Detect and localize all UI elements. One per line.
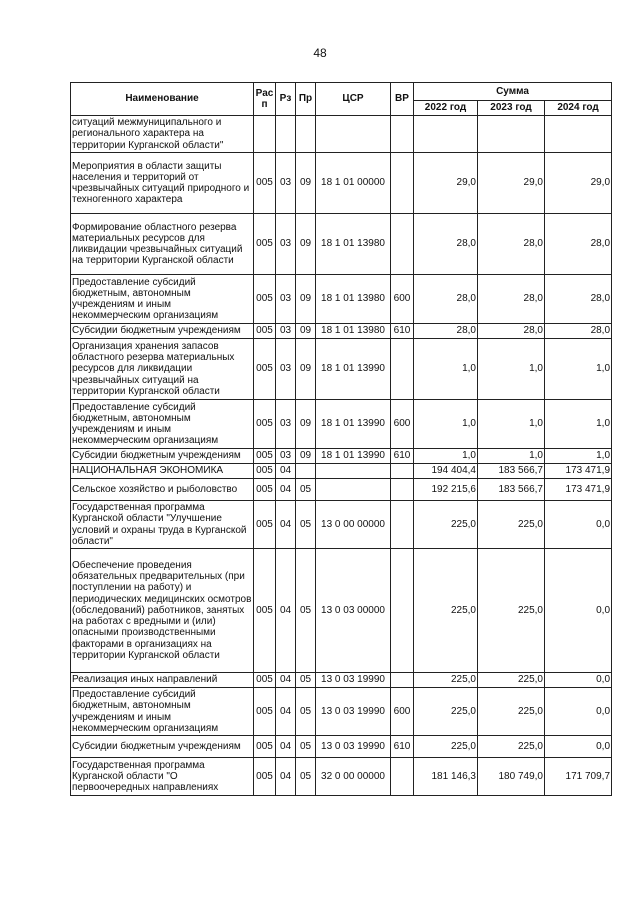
row-sum-2023: 183 566,7	[478, 464, 545, 479]
row-rasp: 005	[254, 153, 276, 214]
row-sum-2022: 1,0	[414, 400, 478, 449]
row-sum-2024: 29,0	[545, 153, 612, 214]
row-pr: 05	[296, 688, 316, 736]
row-csr: 18 1 01 13980	[316, 275, 391, 324]
row-vr	[391, 116, 414, 153]
row-sum-2022: 181 146,3	[414, 758, 478, 796]
row-rasp: 005	[254, 464, 276, 479]
row-sum-2023: 28,0	[478, 324, 545, 339]
row-name: Организация хранения запасов областного резерва материальных ресурсов для ликвидации чрезвычайных ситуаций на территории Курганской области	[71, 339, 254, 400]
row-vr	[391, 673, 414, 688]
row-pr	[296, 464, 316, 479]
row-sum-2022: 28,0	[414, 324, 478, 339]
row-csr: 32 0 00 00000	[316, 758, 391, 796]
row-sum-2022: 1,0	[414, 449, 478, 464]
row-vr: 600	[391, 275, 414, 324]
row-rz: 04	[276, 549, 296, 673]
row-pr: 09	[296, 214, 316, 275]
row-name: Государственная программа Курганской области "Улучшение условий и охраны труда в Курганской области"	[71, 501, 254, 549]
table-row	[71, 673, 612, 688]
row-name: Обеспечение проведения обязательных предварительных (при поступлении на работу) и периодических медицинских осмотров (обследований) работников, занятых на работах с вредными и (или) опасными производственными факторами в организациях на территории Курганской области	[71, 549, 254, 673]
row-pr: 05	[296, 501, 316, 549]
row-vr	[391, 153, 414, 214]
row-csr: 18 1 01 13990	[316, 339, 391, 400]
row-rasp: 005	[254, 275, 276, 324]
row-name: Субсидии бюджетным учреждениям	[71, 736, 254, 758]
col-header-vr: ВР	[391, 83, 414, 116]
row-name: Государственная программа Курганской области "О первоочередных направлениях	[71, 758, 254, 796]
row-sum-2023	[478, 116, 545, 153]
row-rasp: 005	[254, 736, 276, 758]
row-sum-2024	[545, 116, 612, 153]
row-name: НАЦИОНАЛЬНАЯ ЭКОНОМИКА	[71, 464, 254, 479]
row-sum-2024: 0,0	[545, 501, 612, 549]
col-header-pr: Пр	[296, 83, 316, 116]
row-csr: 13 0 03 19990	[316, 688, 391, 736]
row-name: Предоставление субсидий бюджетным, автономным учреждениям и иным некоммерческим организациям	[71, 275, 254, 324]
row-sum-2023: 225,0	[478, 501, 545, 549]
row-sum-2022: 225,0	[414, 673, 478, 688]
row-sum-2024: 0,0	[545, 673, 612, 688]
row-rasp	[254, 116, 276, 153]
row-sum-2024: 0,0	[545, 736, 612, 758]
table-row	[71, 324, 612, 339]
row-pr: 05	[296, 673, 316, 688]
row-rz: 04	[276, 501, 296, 549]
row-name: Сельское хозяйство и рыболовство	[71, 479, 254, 501]
row-sum-2024: 1,0	[545, 400, 612, 449]
row-name: Субсидии бюджетным учреждениям	[71, 449, 254, 464]
row-rasp: 005	[254, 501, 276, 549]
row-name: Мероприятия в области защиты населения и территорий от чрезвычайных ситуаций природного и техногенного характера	[71, 153, 254, 214]
row-sum-2023: 183 566,7	[478, 479, 545, 501]
row-pr: 09	[296, 275, 316, 324]
row-sum-2024: 28,0	[545, 214, 612, 275]
row-sum-2024: 28,0	[545, 324, 612, 339]
row-rz: 03	[276, 153, 296, 214]
table-row	[71, 449, 612, 464]
row-vr	[391, 501, 414, 549]
row-rz: 03	[276, 339, 296, 400]
row-pr: 05	[296, 479, 316, 501]
row-pr: 09	[296, 339, 316, 400]
row-sum-2022: 1,0	[414, 339, 478, 400]
row-vr: 610	[391, 324, 414, 339]
row-csr	[316, 479, 391, 501]
row-sum-2023: 28,0	[478, 214, 545, 275]
row-sum-2022: 194 404,4	[414, 464, 478, 479]
row-sum-2022: 225,0	[414, 501, 478, 549]
table-row	[71, 275, 612, 324]
row-vr	[391, 339, 414, 400]
col-header-rz: Рз	[276, 83, 296, 116]
row-rz: 04	[276, 464, 296, 479]
row-rz: 03	[276, 324, 296, 339]
col-header-2023: 2023 год	[478, 101, 545, 116]
table-row	[71, 736, 612, 758]
row-name: Субсидии бюджетным учреждениям	[71, 324, 254, 339]
row-pr: 09	[296, 153, 316, 214]
row-sum-2024: 0,0	[545, 549, 612, 673]
row-name: ситуаций межмуниципального и регионального характера на территории Курганской области"	[71, 116, 254, 153]
row-csr: 13 0 03 19990	[316, 673, 391, 688]
row-sum-2024: 28,0	[545, 275, 612, 324]
row-pr: 05	[296, 736, 316, 758]
col-header-sum: Сумма	[414, 83, 612, 101]
row-sum-2022	[414, 116, 478, 153]
row-pr: 05	[296, 549, 316, 673]
row-pr: 09	[296, 449, 316, 464]
table-row	[71, 214, 612, 275]
row-name: Предоставление субсидий бюджетным, автономным учреждениям и иным некоммерческим организациям	[71, 400, 254, 449]
row-sum-2023: 29,0	[478, 153, 545, 214]
row-name: Предоставление субсидий бюджетным, автономным учреждениям и иным некоммерческим организациям	[71, 688, 254, 736]
row-rz: 03	[276, 449, 296, 464]
row-rz: 04	[276, 479, 296, 501]
row-sum-2022: 225,0	[414, 736, 478, 758]
row-rz: 04	[276, 673, 296, 688]
row-sum-2024: 173 471,9	[545, 479, 612, 501]
col-header-2022: 2022 год	[414, 101, 478, 116]
row-name: Реализация иных направлений	[71, 673, 254, 688]
row-vr	[391, 549, 414, 673]
row-sum-2022: 28,0	[414, 214, 478, 275]
row-pr	[296, 116, 316, 153]
row-rasp: 005	[254, 479, 276, 501]
row-rasp: 005	[254, 400, 276, 449]
row-sum-2023: 1,0	[478, 400, 545, 449]
table-row	[71, 339, 612, 400]
row-sum-2023: 1,0	[478, 449, 545, 464]
row-vr: 610	[391, 449, 414, 464]
row-rz	[276, 116, 296, 153]
row-vr	[391, 758, 414, 796]
table-row	[71, 479, 612, 501]
row-sum-2024: 173 471,9	[545, 464, 612, 479]
table-row	[71, 400, 612, 449]
row-sum-2023: 180 749,0	[478, 758, 545, 796]
row-rasp: 005	[254, 449, 276, 464]
row-rasp: 005	[254, 324, 276, 339]
row-csr: 13 0 03 19990	[316, 736, 391, 758]
table-row	[71, 153, 612, 214]
row-rasp: 005	[254, 688, 276, 736]
row-pr: 05	[296, 758, 316, 796]
row-sum-2023: 225,0	[478, 549, 545, 673]
table-row	[71, 758, 612, 796]
row-vr	[391, 214, 414, 275]
row-csr: 13 0 00 00000	[316, 501, 391, 549]
col-header-rasp: Рас п	[254, 83, 276, 116]
row-sum-2023: 225,0	[478, 736, 545, 758]
row-vr: 600	[391, 688, 414, 736]
row-sum-2023: 1,0	[478, 339, 545, 400]
row-vr	[391, 464, 414, 479]
row-sum-2022: 225,0	[414, 688, 478, 736]
row-rz: 03	[276, 275, 296, 324]
row-sum-2022: 192 215,6	[414, 479, 478, 501]
row-pr: 09	[296, 324, 316, 339]
row-sum-2024: 1,0	[545, 449, 612, 464]
table-row	[71, 116, 612, 153]
row-rz: 04	[276, 736, 296, 758]
row-csr	[316, 464, 391, 479]
row-rasp: 005	[254, 214, 276, 275]
row-rz: 03	[276, 400, 296, 449]
row-pr: 09	[296, 400, 316, 449]
page-number: 48	[313, 46, 327, 60]
row-csr: 13 0 03 00000	[316, 549, 391, 673]
table-row	[71, 501, 612, 549]
col-header-name: Наименование	[71, 83, 254, 116]
row-vr	[391, 479, 414, 501]
header-row	[71, 83, 612, 101]
row-vr: 600	[391, 400, 414, 449]
row-csr	[316, 116, 391, 153]
row-csr: 18 1 01 13990	[316, 449, 391, 464]
row-rz: 03	[276, 214, 296, 275]
row-csr: 18 1 01 00000	[316, 153, 391, 214]
row-sum-2023: 225,0	[478, 673, 545, 688]
row-sum-2024: 1,0	[545, 339, 612, 400]
col-header-csr: ЦСР	[316, 83, 391, 116]
row-sum-2024: 171 709,7	[545, 758, 612, 796]
row-sum-2023: 28,0	[478, 275, 545, 324]
row-rasp: 005	[254, 549, 276, 673]
table-row	[71, 549, 612, 673]
row-vr: 610	[391, 736, 414, 758]
row-rasp: 005	[254, 339, 276, 400]
row-name: Формирование областного резерва материальных ресурсов для ликвидации чрезвычайных ситуаций на территории Курганской области	[71, 214, 254, 275]
row-rz: 04	[276, 688, 296, 736]
table-row	[71, 464, 612, 479]
row-csr: 18 1 01 13980	[316, 214, 391, 275]
budget-table	[70, 82, 612, 796]
row-rasp: 005	[254, 758, 276, 796]
row-csr: 18 1 01 13990	[316, 400, 391, 449]
row-sum-2022: 225,0	[414, 549, 478, 673]
row-rasp: 005	[254, 673, 276, 688]
row-rz: 04	[276, 758, 296, 796]
row-sum-2022: 29,0	[414, 153, 478, 214]
row-csr: 18 1 01 13980	[316, 324, 391, 339]
col-header-2024: 2024 год	[545, 101, 612, 116]
row-sum-2024: 0,0	[545, 688, 612, 736]
row-sum-2023: 225,0	[478, 688, 545, 736]
table-row	[71, 688, 612, 736]
row-sum-2022: 28,0	[414, 275, 478, 324]
